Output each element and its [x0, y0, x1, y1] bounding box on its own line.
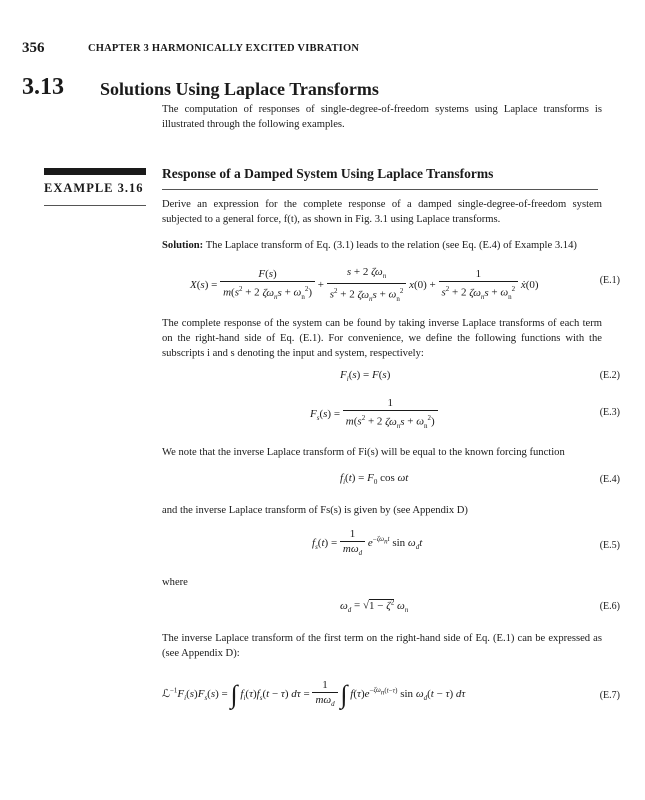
- equation-e6: $\omega_d = √1 - \zeta^2$ $\omega_n$: [340, 598, 409, 614]
- equation-label-e5: (E.5): [599, 540, 620, 551]
- solution-text: The Laplace transform of Eq. (3.1) leads to the relation (see Eq. (E.4) of Example 3.14): [205, 240, 577, 251]
- equation-label-e2: (E.2): [599, 370, 620, 381]
- solution-label: Solution:: [162, 240, 204, 251]
- section-title: Solutions Using Laplace Transforms: [100, 79, 379, 99]
- equation-e1: X(s) = $\frac{F(s)}{m(s^2 + 2 \zeta\omega_ns + \omega_n^2)}$ + $\frac{s + 2 \zeta\omega_n}{s^2 + 2 \zeta\omega_ns + \omega_n^2}$ x(0) + $\frac{1}{s^2 + 2 \zeta\omega_ns + \omega_n^2}$ ẋ(0): [190, 266, 539, 304]
- page-number: 356: [22, 40, 45, 56]
- equation-e4: $f_i(t) = F_0$ cos ωt: [340, 472, 409, 487]
- example-title: Response of a Damped System Using Laplace Transforms: [162, 166, 494, 181]
- paragraph-inverse-fs: and the inverse Laplace transform of Fs(s) is given by (see Appendix D): [162, 505, 468, 516]
- running-header: CHAPTER 3 HARMONICALLY EXCITED VIBRATION: [88, 43, 360, 54]
- example-label: EXAMPLE 3.16: [44, 181, 144, 195]
- paragraph-complete-response: The complete response of the system can be found by taking inverse Laplace transforms of each term on the right-hand side of Eq. (E.1). For convenience, we define the following functions with the subscripts i and s denoting the input and system, respectively:: [162, 318, 602, 359]
- equation-label-e7: (E.7): [599, 690, 620, 701]
- equation-e5: $f_s(t)$ = $\frac{1}{m\omega_d}$ $e^{-\zeta\omega_nt}$ $\sin \omega_dt$: [312, 528, 423, 558]
- section-intro: The computation of responses of single-degree-of-freedom systems using Laplace transforms is illustrated through the following examples.: [162, 104, 602, 130]
- paragraph-inverse-first-term: The inverse Laplace transform of the first term on the right-hand side of Eq. (E.1) can be expressed as (see Appendix D):: [162, 633, 602, 659]
- section-number: 3.13: [22, 74, 64, 100]
- example-bar: [44, 168, 146, 175]
- paragraph-inverse-fi: We note that the inverse Laplace transform of Fi(s) will be equal to the known forcing function: [162, 447, 565, 458]
- equation-label-e6: (E.6): [599, 601, 620, 612]
- example-label-rule: [44, 205, 146, 206]
- equation-label-e1: (E.1): [599, 275, 620, 286]
- problem-statement: Derive an expression for the complete response of a damped single-degree-of-freedom system subjected to a general force, f(t), as shown in Fig. 3.1 using Laplace transforms.: [162, 199, 602, 225]
- equation-e3: $F_s(s)$ = $\frac{1}{m(s^2 + 2 \zeta\omega_ns + \omega_n^2)}$: [310, 396, 438, 433]
- where-text: where: [162, 577, 188, 588]
- solution-line: [162, 238, 602, 253]
- equation-e7: $ℒ^{-1}F_i(s)F_s(s)$ = ∫ $f_i(\tau)f_s(t - \tau) d\tau$ = $\frac{1}{m\omega_d}$ ∫ $f(\tau)e^{-\zeta\omega_n(t-\tau)}$ $\sin \omega_d(t - \tau)$ dτ: [162, 679, 466, 709]
- example-title-rule: [162, 189, 598, 190]
- equation-label-e3: (E.3): [599, 407, 620, 418]
- equation-e2: $F_i(s) = F(s)$: [340, 369, 391, 384]
- equation-label-e4: (E.4): [599, 474, 620, 485]
